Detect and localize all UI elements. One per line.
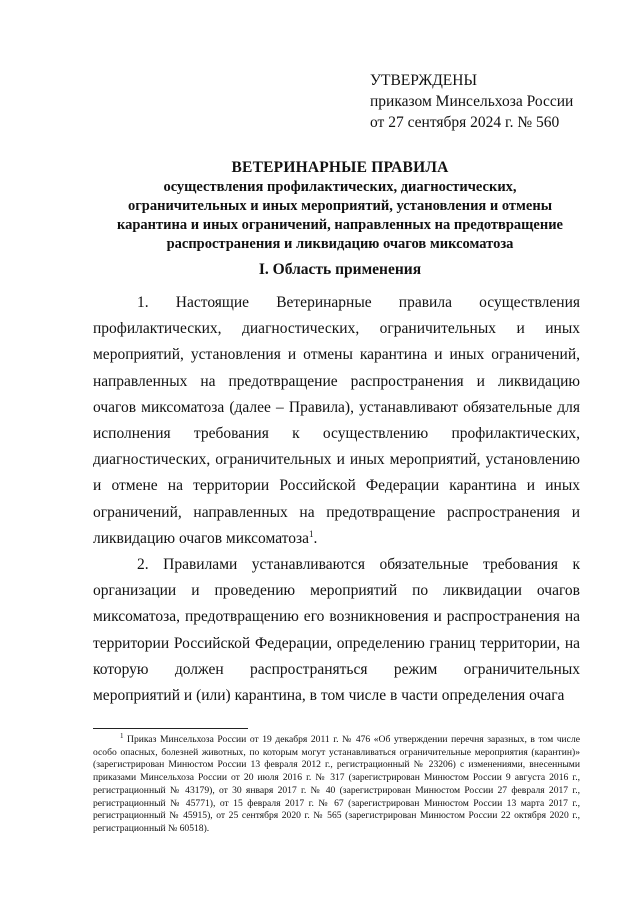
section-heading: I. Область применения (258, 261, 422, 278)
footnote-reference[interactable]: 1 (309, 528, 314, 539)
paragraph-2-text: 2. Правилами устанавливаются обязательные требования к организации и проведению мероприятий по ликвидации очагов миксоматоза, предотвращению его возникновения и распространения на территории Российской Федерации, определению границ территории, на которую должен распространяться режим ограничительных мероприятий и (или) карантина, в том числе в части определения очага (93, 556, 580, 705)
footnote-divider (93, 728, 248, 729)
approval-heading: УТВЕРЖДЕНЫ (370, 72, 477, 89)
footnote-1 (93, 731, 580, 836)
title-sub-line-4: распространения и ликвидацию очагов миксоматоза (166, 236, 514, 252)
paragraph-1-end: . (313, 529, 318, 547)
footnote-text: Приказ Минсельхоза России от 19 декабря 2011 г. № 476 «Об утверждении перечня заразных, в том числе особо опасных, болезней животных, по которым могут устанавливаться ограничительные мероприятия (карантин)» (зарегистрирован Минюстом России 13 февраля 2012 г., регистрационный № 23206) с изменениями, внесенными приказами Минсельхоза России от 20 июля 2016 г. № 317 (зарегистрирован Минюстом России 9 августа 2016 г., регистрационный № 43179), от 30 января 2017 г. № 40 (зарегистрирован Минюстом России 27 февраля 2017 г., регистрационный № 45771), от 15 февраля 2017 г. № 67 (зарегистрирован Минюстом России 13 марта 2017 г., регистрационный № 45915), от 25 сентября 2020 г. № 565 (зарегистрирован Минюстом России 22 октября 2020 г., регистрационный № 60518). (93, 734, 580, 834)
title-sub-line-2: ограничительных и иных мероприятий, установления и отмены (127, 198, 553, 214)
body-text (93, 290, 580, 709)
title-sub-line-3: карантина и иных ограничений, направленных на предотвращение (116, 217, 563, 233)
title-sub-line-1: осуществления профилактических, диагностических, (163, 179, 517, 195)
footnote (93, 731, 580, 836)
paragraph-1-text: 1. Настоящие Ветеринарные правила осуществления профилактических, диагностических, ограничительных и иных мероприятий, установления и отмены карантина и иных ограничений, направленных на предотвращение распространения и ликвидацию очагов миксоматоза (далее – Правила), устанавливают обязательные для исполнения требования к осуществлению профилактических, диагностических, ограничительных и иных мероприятий, установлению и отмене на территории Российской Федерации карантина и иных ограничений, направленных на предотвращение распространения и ликвидацию очагов миксоматоза (93, 294, 580, 547)
paragraph-1 (93, 290, 580, 552)
approval-date-line: от 27 сентября 2024 г. № 560 (370, 114, 560, 131)
footnote-mark: 1 (120, 731, 124, 740)
approval-stamp-block (370, 70, 630, 133)
document-title (80, 158, 600, 254)
title-main: ВЕТЕРИНАРНЫЕ ПРАВИЛА (231, 159, 449, 176)
paragraph-2 (93, 552, 580, 709)
approval-order-line: приказом Минсельхоза России (370, 93, 574, 110)
